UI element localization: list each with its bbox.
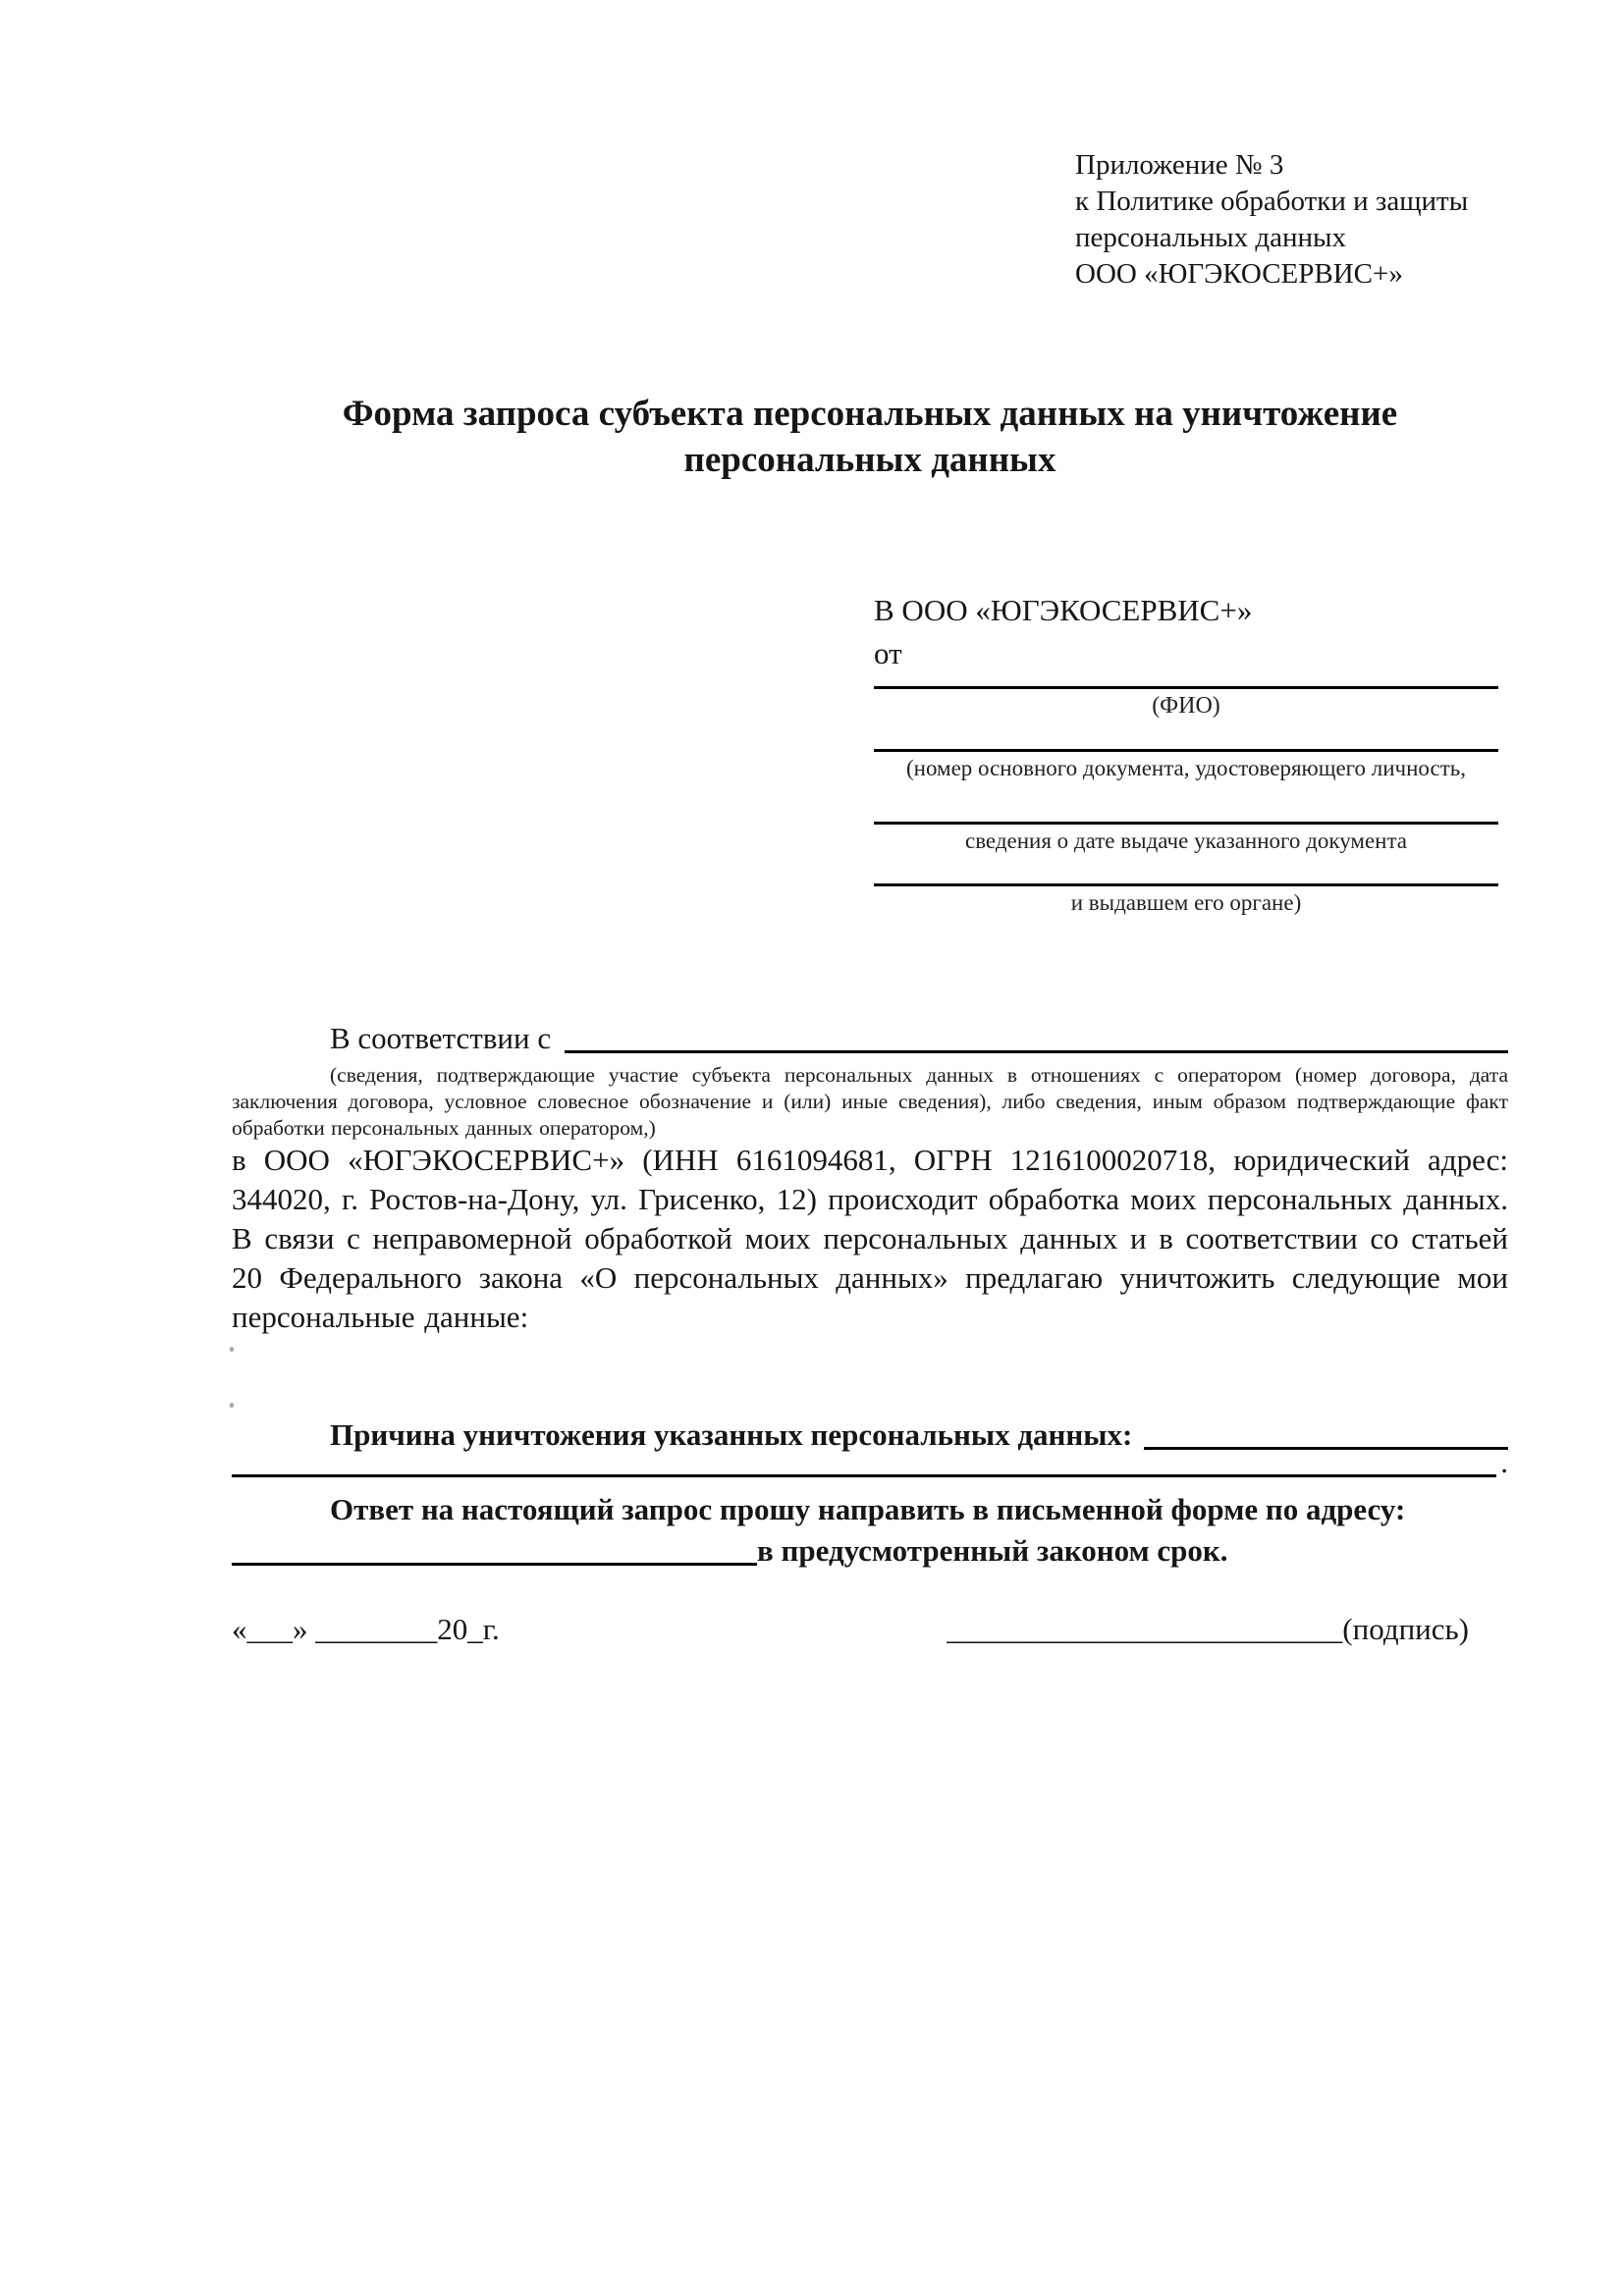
explanatory-note: (сведения, подтверждающие участие субъекта персональных данных в отношениях с оператором (номер договора, дата заключения договора, условное словесное обозначение и (или) иные сведения), либо сведения, иным образом подтверждающие факт обработки персональных данных оператором,) — [232, 1063, 1508, 1140]
fio-field — [874, 658, 1498, 721]
main-paragraph: в ООО «ЮГЭКОСЕРВИС+» (ИНН 6161094681, ОГРН 1216100020718, юридический адрес: 344020, г. Ростов-на-Дону, ул. Грисенко, 12) происходит обработка моих персональных данных. В связи с неправомерной обработкой моих персональных данных и в соответствии со статьей 20 Федерального закона «О персональных данных» предлагаю уничтожить следующие мои персональные данные: — [232, 1143, 1508, 1334]
document-number-blank-line — [874, 721, 1498, 752]
document-number-field — [874, 721, 1498, 783]
accordance-row — [232, 1019, 1508, 1058]
appendix-line: персональных данных — [1075, 222, 1347, 253]
answer-address-blank-line — [232, 1556, 757, 1566]
fio-caption: (ФИО) — [1152, 693, 1220, 719]
document-number-caption: (номер основного документа, удостоверяющего личность, — [905, 756, 1466, 780]
page-title-line: Форма запроса субъекта персональных данных на уничтожение — [342, 394, 1398, 434]
accordance-label: В соответствии с — [330, 1021, 552, 1055]
appendix-line: к Политике обработки и защиты — [1075, 186, 1469, 217]
footer-row — [232, 1608, 1508, 1651]
trailing-period: . — [1500, 1445, 1508, 1479]
from-label: от — [874, 636, 902, 670]
reason-continuation-blank-line — [232, 1468, 1496, 1477]
appendix-header — [1075, 147, 1527, 293]
answer-address-row — [232, 1531, 1508, 1571]
appendix-line: Приложение № 3 — [1075, 149, 1284, 181]
reason-continuation-row — [232, 1443, 1508, 1482]
issue-date-field — [874, 793, 1498, 856]
signature-caption: (подпись) — [1342, 1612, 1469, 1646]
fio-blank-line — [874, 658, 1498, 689]
page-title-line: персональных данных — [683, 440, 1056, 480]
answer-paragraph: Ответ на настоящий запрос прошу направить в письменной форме по адресу: — [330, 1492, 1406, 1526]
addressee-block — [874, 589, 1498, 952]
to-organization-line: В ООО «ЮГЭКОСЕРВИС+» — [874, 593, 1253, 627]
issue-date-caption: сведения о дате выдаче указанного документа — [964, 828, 1408, 853]
page-title — [232, 391, 1508, 483]
signature-area — [947, 1608, 1508, 1651]
issue-date-blank-line — [874, 793, 1498, 825]
appendix-line: ООО «ЮГЭКОСЕРВИС+» — [1075, 258, 1403, 290]
empty-list-marker — [230, 1403, 234, 1408]
reason-label: Причина уничтожения указанных персональных данных: — [330, 1417, 1133, 1452]
issuing-authority-blank-line — [874, 855, 1498, 886]
signature-blank-line: __________________________ — [947, 1612, 1343, 1646]
answer-tail-text: в предусмотренный законом срок. — [757, 1533, 1228, 1568]
issuing-authority-field — [874, 855, 1498, 918]
issuing-authority-caption: и выдавшем его органе) — [1070, 890, 1302, 915]
accordance-blank-line — [565, 1043, 1508, 1053]
empty-list-marker — [230, 1347, 234, 1352]
date-blank-text: «___» ________20_г. — [232, 1612, 500, 1646]
